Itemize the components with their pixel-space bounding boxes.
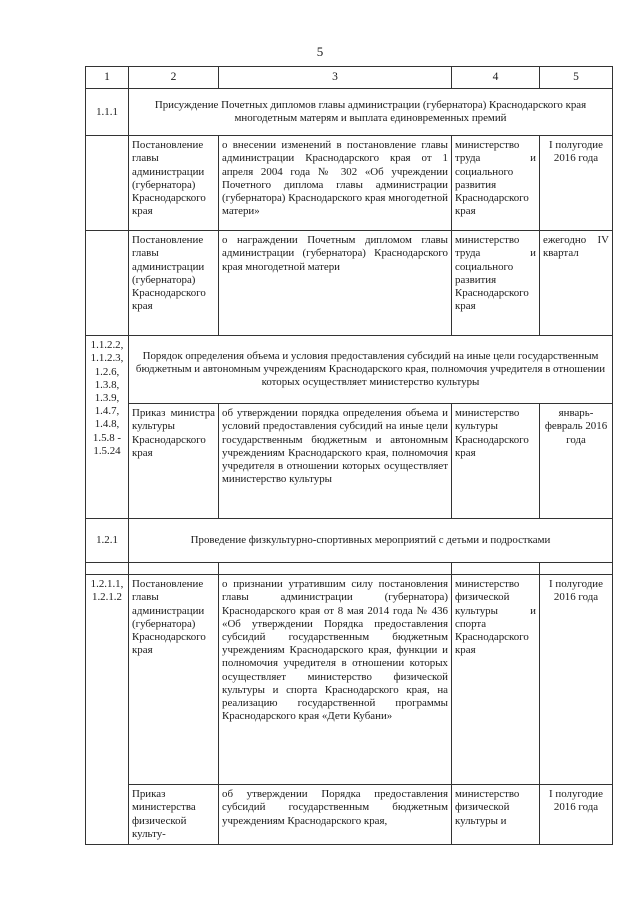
term: январь-февраль 2016 года <box>540 404 613 519</box>
table-row <box>86 785 613 845</box>
executor: министерство физической культуры и спорта Краснодарского края <box>452 575 540 785</box>
table-row <box>86 404 613 519</box>
section-code: 1.2.1.1, 1.2.1.2 <box>86 575 129 845</box>
section-title-row <box>86 89 613 136</box>
term: I полугодие 2016 года <box>540 575 613 785</box>
document-name: о внесении изменений в постановление главы администрации Краснодарского края от 1 апреля 2004 года № 302 «Об учреждении Почетного диплома главы администрации (губернатора) Краснодарского края многодетной матери» <box>219 136 452 231</box>
section-code: 1.1.1 <box>86 89 129 136</box>
document-name: о награждении Почетным дипломом главы администрации (губернатора) Краснодарского края многодетной матери <box>219 231 452 336</box>
section-title: Порядок определения объема и условия предоставления субсидий на иные цели государственным бюджетным и автономным учреждениям Краснодарского края, полномочия учредителя в отношении которых осуществляет министерство культуры <box>129 336 613 404</box>
table-row <box>86 575 613 785</box>
section-title-row <box>86 336 613 404</box>
header-cell: 2 <box>129 67 219 89</box>
document-table <box>85 66 612 845</box>
document-type: Постановление главы администрации (губернатора) Краснодарского края <box>129 231 219 336</box>
executor: министерство культуры Краснодарского края <box>452 404 540 519</box>
table-header-row <box>86 67 613 89</box>
executor: министерство труда и социального развития Краснодарского края <box>452 231 540 336</box>
header-cell: 1 <box>86 67 129 89</box>
document-name: об утверждении Порядка предоставления субсидий государственным бюджетным учреждениям Краснодарского края, <box>219 785 452 845</box>
executor: министерство физической культуры и <box>452 785 540 845</box>
code-cell <box>86 231 129 336</box>
header-cell: 4 <box>452 67 540 89</box>
document-type: Приказ министра культуры Краснодарского края <box>129 404 219 519</box>
header-cell: 3 <box>219 67 452 89</box>
spacer-row <box>86 563 613 575</box>
document-type: Постановление главы администрации (губернатора) Краснодарского края <box>129 136 219 231</box>
executor: министерство труда и социального развития Краснодарского края <box>452 136 540 231</box>
document-name: об утверждении порядка определения объема и условий предоставления субсидий на иные цели государственным бюджетным и автономным учреждениям Краснодарского края, полномочия учредителя в отношении которых осуществляет министерство культуры <box>219 404 452 519</box>
term: I полугодие 2016 года <box>540 785 613 845</box>
section-code: 1.1.2.2, 1.1.2.3, 1.2.6, 1.3.8, 1.3.9, 1.4.7, 1.4.8, 1.5.8 - 1.5.24 <box>86 336 129 519</box>
document-name: о признании утратившим силу постановления главы администрации (губернатора) Краснодарского края от 8 мая 2014 года № 436 «Об утверждении Порядка предоставления субсидий государственным бюджетным учреждениям Краснодарского края, функции и полномочия учредителя в отношении которых осуществляет министерство физической культуры и спорта Краснодарского края, на реализацию государственной программы Краснодарского края «Дети Кубани» <box>219 575 452 785</box>
section-title-row <box>86 519 613 563</box>
code-cell <box>86 136 129 231</box>
document-type: Приказ министерства физической культу- <box>129 785 219 845</box>
term: ежегодно IV квартал <box>540 231 613 336</box>
header-cell: 5 <box>540 67 613 89</box>
document-type: Постановление главы администрации (губернатора) Краснодарского края <box>129 575 219 785</box>
section-title: Проведение физкультурно-спортивных мероприятий с детьми и подростками <box>129 519 613 563</box>
section-title: Присуждение Почетных дипломов главы администрации (губернатора) Краснодарского края многодетным матерям и выплата единовременных премий <box>129 89 613 136</box>
section-code: 1.2.1 <box>86 519 129 563</box>
table-row <box>86 231 613 336</box>
term: I полугодие 2016 года <box>540 136 613 231</box>
table-row <box>86 136 613 231</box>
page-number: 5 <box>316 44 324 59</box>
